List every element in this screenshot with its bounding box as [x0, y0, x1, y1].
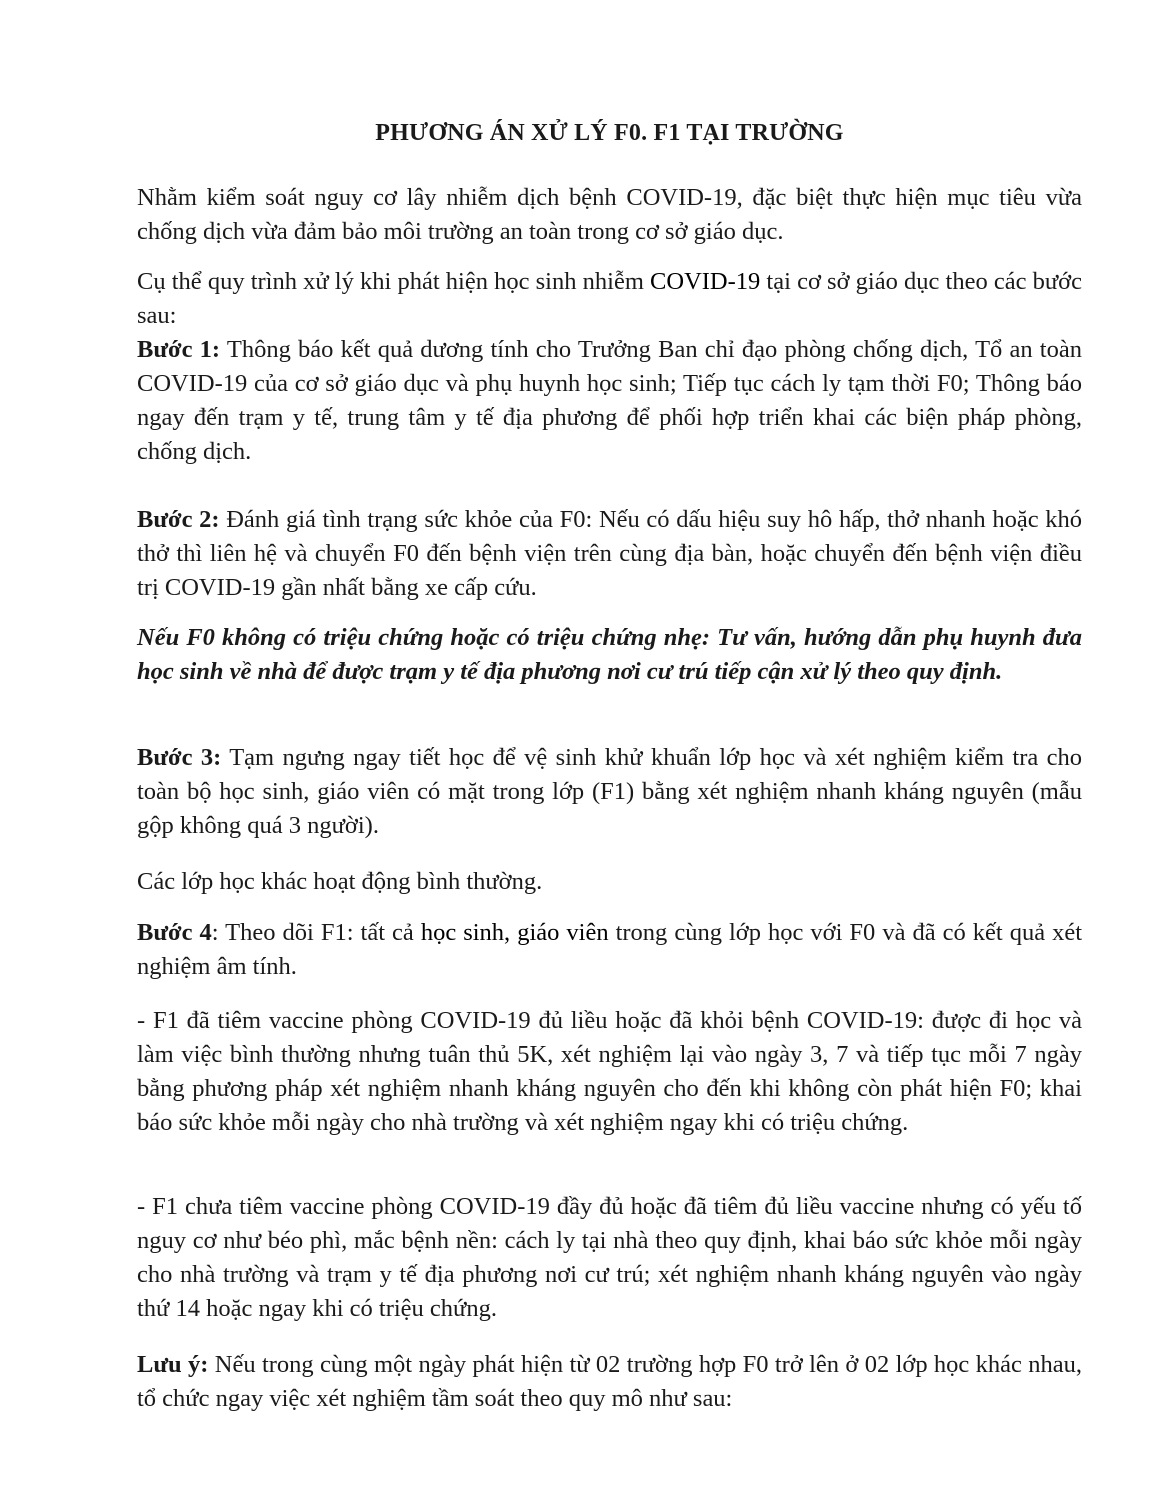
step-3-paragraph — [137, 741, 1082, 843]
step-4-label: Bước 4 — [137, 919, 212, 946]
process-text-before: Cụ thể quy trình xử lý khi phát hiện học sinh nhiễm — [137, 268, 651, 295]
step-1-label: Bước 1: — [137, 336, 221, 363]
note-label: Lưu ý: — [137, 1351, 209, 1378]
step-4-paragraph — [137, 916, 1082, 984]
note-text: Nếu trong cùng một ngày phát hiện từ 02 trường hợp F0 trở lên ở 02 lớp học khác nhau, tổ chức ngay việc xét nghiệm tầm soát theo quy mô như sau: — [137, 1351, 1082, 1412]
f0-mild-note: Nếu F0 không có triệu chứng hoặc có triệu chứng nhẹ: Tư vấn, hướng dẫn phụ huynh đưa học sinh về nhà để được trạm y tế địa phương nơi cư trú tiếp cận xử lý theo quy định. — [137, 624, 1082, 685]
process-text-after: tại cơ sở giáo dục theo các bước sau: — [137, 268, 1082, 329]
step-3-label: Bước 3: — [137, 744, 222, 771]
process-paragraph — [137, 265, 1082, 333]
document-title: PHƯƠNG ÁN XỬ LÝ F0. F1 TẠI TRƯỜNG — [375, 120, 844, 146]
intro-paragraph: Nhằm kiểm soát nguy cơ lây nhiễm dịch bệnh COVID-19, đặc biệt thực hiện mục tiêu vừa chống dịch vừa đảm bảo môi trường an toàn trong cơ sở giáo dục. — [137, 184, 1082, 245]
f1-unvaccinated-paragraph: - F1 chưa tiêm vaccine phòng COVID-19 đầy đủ hoặc đã tiêm đủ liều vaccine nhưng có yếu tố nguy cơ như béo phì, mắc bệnh nền: cách ly tại nhà theo quy định, khai báo sức khỏe mỗi ngày cho nhà trường và trạm y tế địa phương nơi cư trú; xét nghiệm nhanh kháng nguyên vào ngày thứ 14 hoặc ngay khi có triệu chứng. — [137, 1193, 1082, 1322]
other-classes-paragraph: Các lớp học khác hoạt động bình thường. — [137, 868, 543, 895]
step-1-text: Thông báo kết quả dương tính cho Trưởng Ban chỉ đạo phòng chống dịch, Tổ an toàn COVID-19 của cơ sở giáo dục và phụ huynh học sinh; Tiếp tục cách ly tạm thời F0; Thông báo ngay đến trạm y tế, trung tâm y tế địa phương để phối hợp triển khai các biện pháp phòng, chống dịch. — [137, 336, 1082, 465]
f1-vaccinated-paragraph: - F1 đã tiêm vaccine phòng COVID-19 đủ liều hoặc đã khỏi bệnh COVID-19: được đi học và làm việc bình thường nhưng tuân thủ 5K, xét nghiệm lại vào ngày 3, 7 và tiếp tục mỗi 7 ngày bằng phương pháp xét nghiệm nhanh kháng nguyên cho đến khi không còn phát hiện F0; khai báo sức khỏe mỗi ngày cho nhà trường và xét nghiệm ngay khi có triệu chứng. — [137, 1007, 1082, 1136]
step-2-label: Bước 2: — [137, 506, 220, 533]
step-2-text: Đánh giá tình trạng sức khỏe của F0: Nếu có dấu hiệu suy hô hấp, thở nhanh hoặc khó thở thì liên hệ và chuyển F0 đến bệnh viện trên cùng địa bàn, hoặc chuyển đến bệnh viện điều trị COVID-19 gần nhất bằng xe cấp cứu. — [137, 506, 1082, 601]
process-highlight: COVID-19 — [650, 268, 761, 295]
note-paragraph — [137, 1348, 1082, 1416]
step-4-text-before: : Theo dõi F1: tất cả — [211, 919, 421, 946]
step-3-text: Tạm ngưng ngay tiết học để vệ sinh khử khuẩn lớp học và xét nghiệm kiểm tra cho toàn bộ học sinh, giáo viên có mặt trong lớp (F1) bằng xét nghiệm nhanh kháng nguyên (mẫu gộp không quá 3 người). — [137, 744, 1082, 839]
step-4-highlight: học sinh, giáo viên — [420, 919, 609, 946]
step-2-paragraph — [137, 503, 1082, 605]
step-1-paragraph — [137, 333, 1082, 469]
step-4-text-after: trong cùng lớp học với F0 và đã có kết quả xét nghiệm âm tính. — [137, 919, 1083, 980]
